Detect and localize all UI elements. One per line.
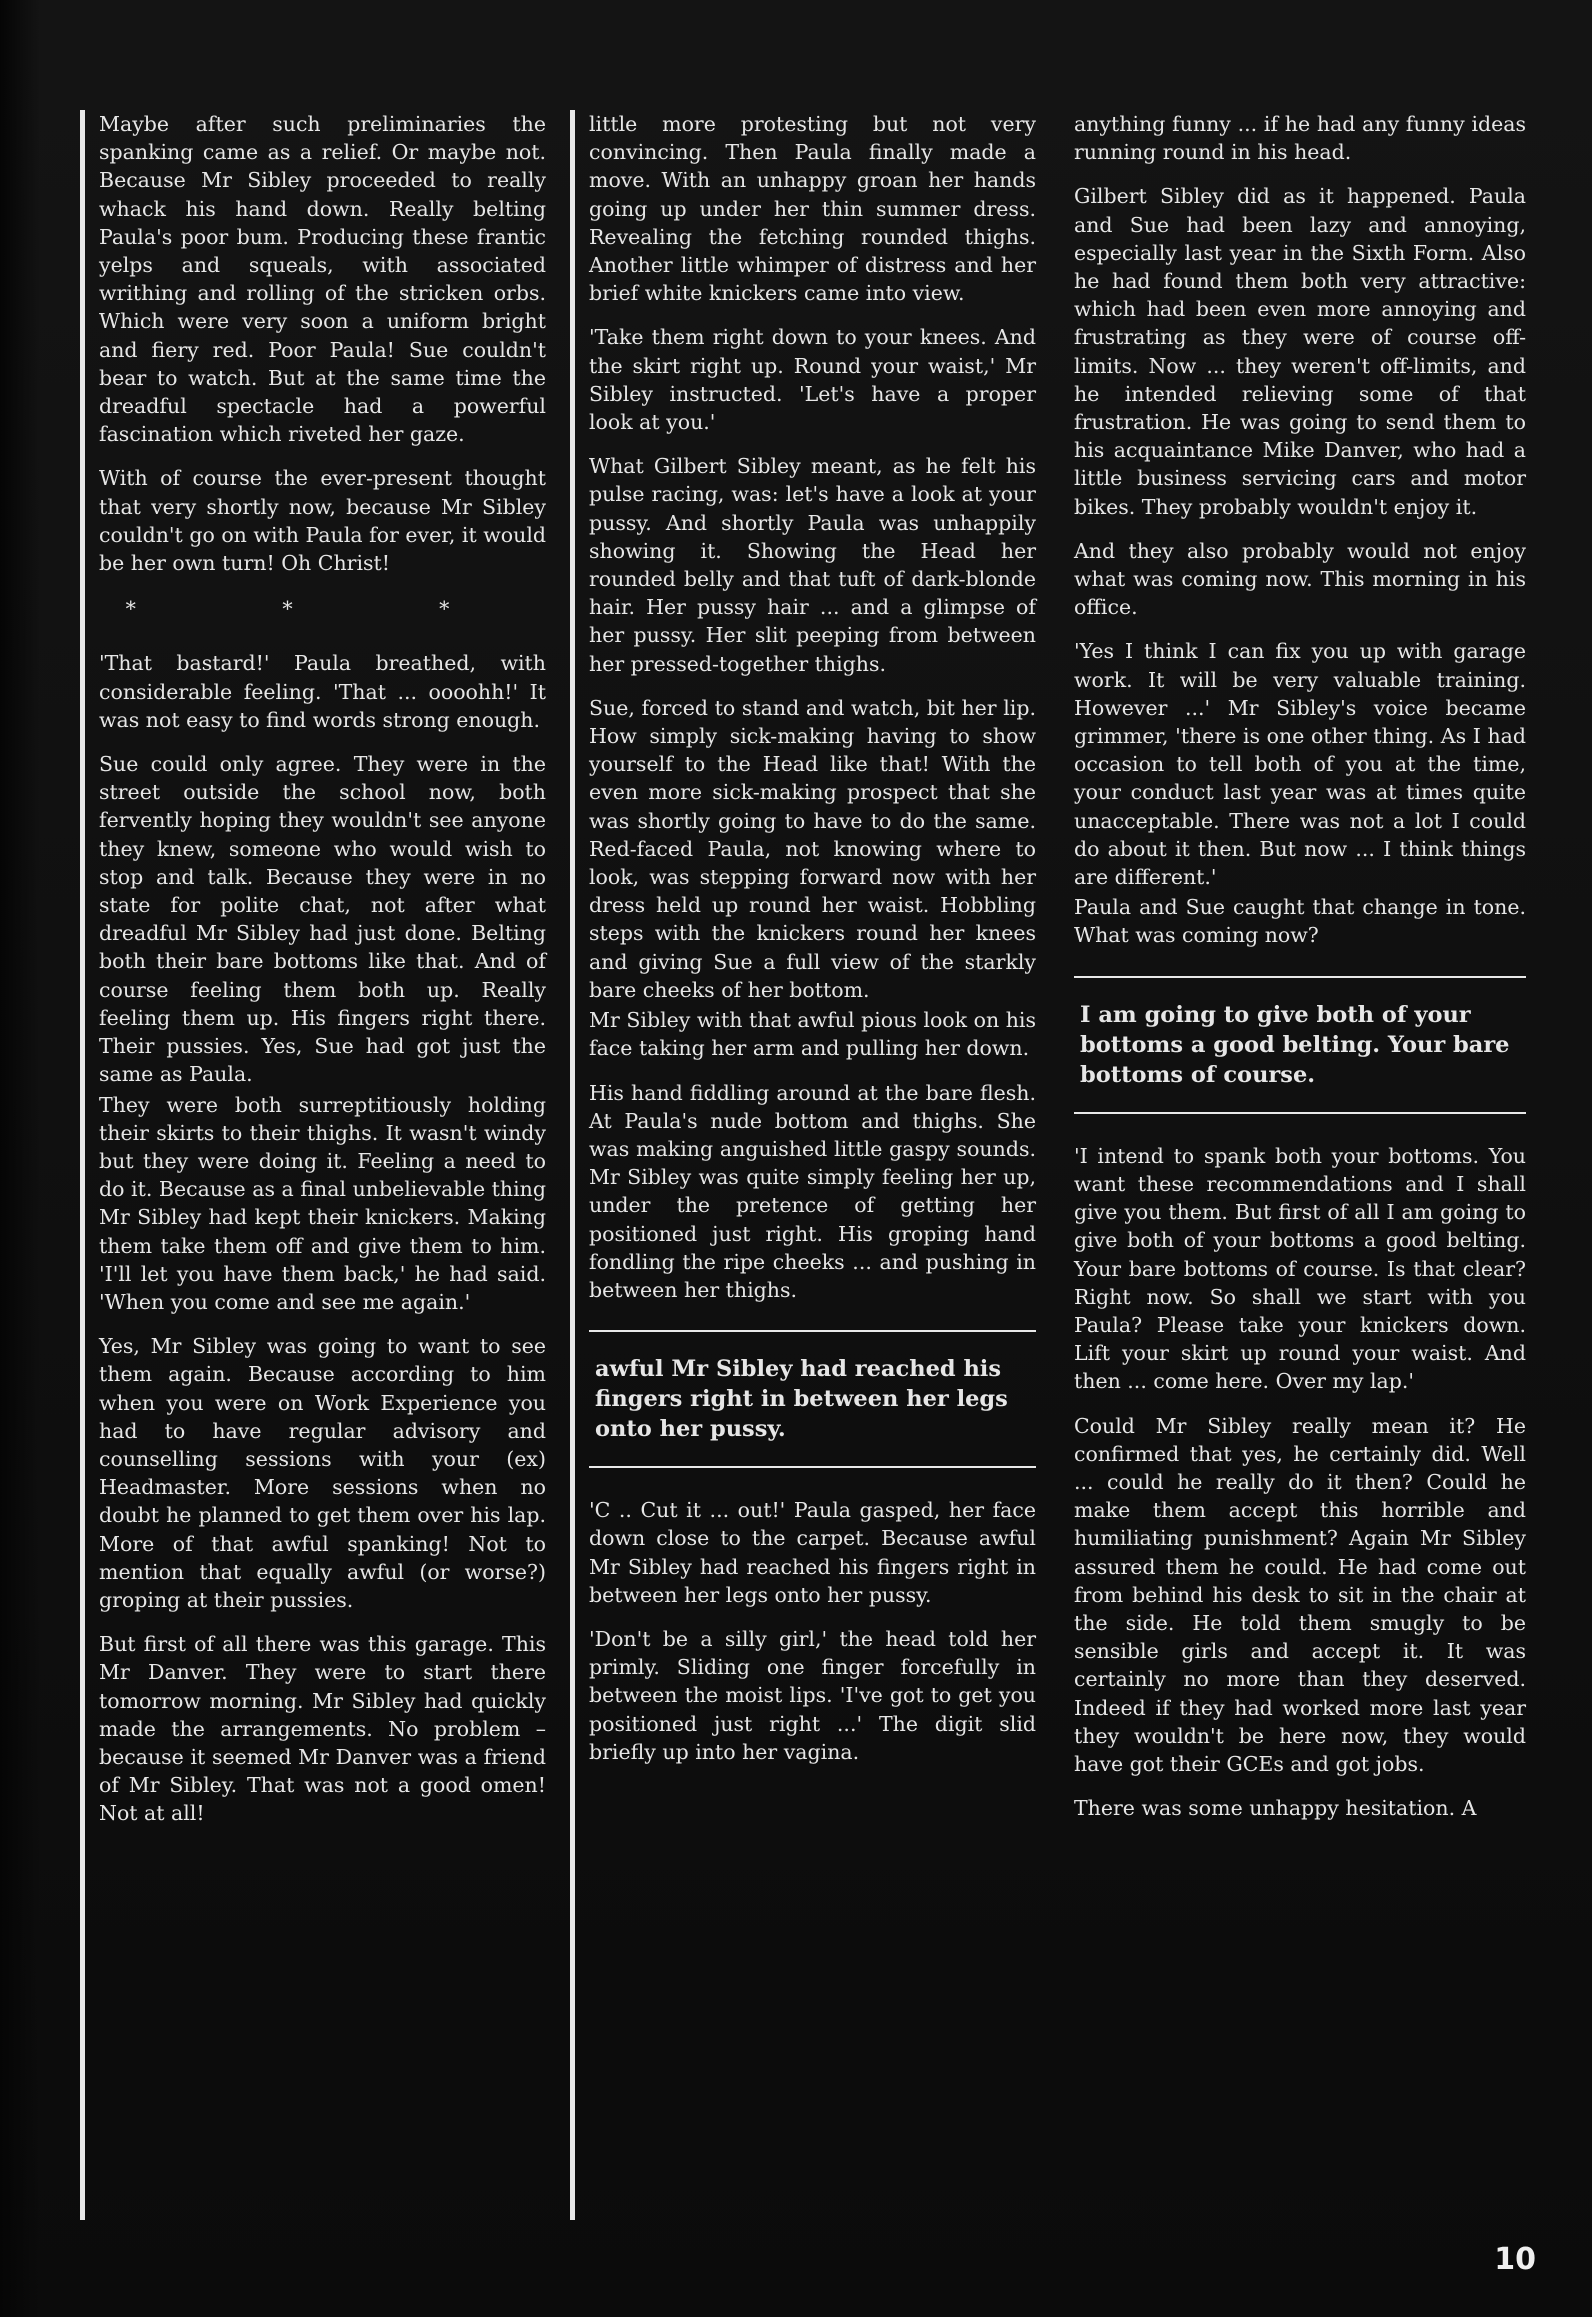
paragraph: Maybe after such preliminaries the spanking came as a relief. Or maybe not. Because Mr Sibley proceeded to really whack his hand down. Really belting Paula's poor bum. Producing these frantic yelps and squeals, with associated writhing and rolling of the stricken orbs. Which were very soon a uniform bright and fiery red. Poor Paula! Sue couldn't bear to watch. But at the same time the dreadful spectacle had a powerful fascination which riveted her gaze. [99, 112, 546, 447]
paragraph: Yes, Mr Sibley was going to want to see them again. Because according to him when you were on Work Experience you had to have regular advisory and counselling sessions with your (ex) Headmaster. More sessions when no doubt he planned to get them over his lap. More of that awful spanking! Not to mention that equally awful (or worse?) groping at their pussies. [99, 1334, 546, 1612]
binding-shadow [0, 0, 40, 2317]
paragraph: 'I intend to spank both your bottoms. You want these recommendations and I shall give you them. But first of all I am going to give both of your bottoms a good belting. Your bare bottoms of course. Is that clear? Right now. So shall we start with you Paula? Please take your knickers down. Lift your skirt up round your waist. And then ... come here. Over my lap.' [1074, 1143, 1526, 1394]
paragraph: Gilbert Sibley did as it happened. Paula and Sue had been lazy and annoying, especially last year in the Sixth Form. Also he had found them both very attractive: which had been even more annoying and frustrating as they were of course off-limits. Now ... they weren't off-limits, and he intended relieving some of that frustration. He was going to send them to his acquaintance Mike Danver, who had a little business servicing cars and motor bikes. They probably wouldn't enjoy it. [1074, 184, 1526, 519]
paragraph: What Gilbert Sibley meant, as he felt his pulse racing, was: let's have a look at your pussy. And shortly Paula was unhappily showing it. Showing the Head her rounded belly and that tuft of dark-blonde hair. Her pussy hair ... and a glimpse of her pussy. Her slit peeping from between her pressed-together thighs. [589, 454, 1036, 676]
column-2 [570, 110, 1050, 2220]
paragraph: Sue could only agree. They were in the street outside the school now, both fervently hoping they wouldn't see anyone they knew, someone who would wish to stop and talk. Because they were in no state for polite chat, not after what dreadful Mr Sibley had just done. Belting both their bare bottoms like that. And of course feeling them both up. Really feeling them up. His fingers right there. Their pussies. Yes, Sue had got just the same as Paula. [99, 752, 546, 1087]
paragraph: little more protesting but not very convincing. Then Paula finally made a move. With an unhappy groan her hands going up under her thin summer dress. Revealing the fetching rounded thighs. Another little whimper of distress and her brief white knickers came into view. [589, 112, 1036, 306]
paragraph: Paula and Sue caught that change in tone. What was coming now? [1074, 895, 1526, 948]
paragraph: Sue, forced to stand and watch, bit her lip. How simply sick-making having to show yourself to the Head like that! With the even more sick-making prospect that she was shortly going to have to do the same. Red-faced Paula, not knowing where to look, was stepping forward now with her dress held up round her waist. Hobbling steps with the knickers round her knees and giving Sue a full view of the starkly bare cheeks of her bottom. [589, 695, 1036, 1002]
paragraph: 'Take them right down to your knees. And the skirt right up. Round your waist,' Mr Sibley instructed. 'Let's have a proper look at you.' [589, 325, 1036, 435]
paragraph: anything funny ... if he had any funny ideas running round in his head. [1074, 112, 1526, 165]
paragraph: Mr Sibley with that awful pious look on his face taking her arm and pulling her down. [589, 1008, 1036, 1061]
pull-quote: awful Mr Sibley had reached his fingers right in between her legs onto her pussy. [589, 1330, 1036, 1468]
paragraph: 'Don't be a silly girl,' the head told her primly. Sliding one finger forcefully in between the moist lips. 'I've got to get you positioned just right ...' The digit slid briefly up into her vagina. [589, 1626, 1036, 1764]
paragraph: With of course the ever-present thought that very shortly now, because Mr Sibley couldn't go on with Paula for ever, it would be her own turn! Oh Christ! [99, 466, 546, 576]
paragraph: Could Mr Sibley really mean it? He confirmed that yes, he certainly did. Well ... could he really do it then? Could he make them accept this horrible and humiliating punishment? Again Mr Sibley assured them he could. He had come out from behind his desk to sit in the chair at the side. He told them smugly to be sensible girls and accept it. It was certainly no more than they deserved. Indeed if they had worked more last year they wouldn't be here now, they would have got their GCEs and got jobs. [1074, 1413, 1526, 1776]
section-break: * * * [125, 597, 520, 622]
paragraph: But first of all there was this garage. This Mr Danver. They were to start there tomorrow morning. Mr Sibley had quickly made the arrangements. No problem – because it seemed Mr Danver was a friend of Mr Sibley. That was not a good omen! Not at all! [99, 1632, 546, 1826]
paragraph: His hand fiddling around at the bare flesh. At Paula's nude bottom and thighs. She was making anguished little gaspy sounds. Mr Sibley was quite simply feeling her up, under the pretence of getting her positioned just right. His groping hand fondling the ripe cheeks ... and pushing in between her thighs. [589, 1080, 1036, 1302]
paragraph: 'C .. Cut it ... out!' Paula gasped, her face down close to the carpet. Because awful Mr Sibley had reached his fingers right in between her legs onto her pussy. [589, 1498, 1036, 1607]
paragraph: There was some unhappy hesitation. A [1074, 1796, 1477, 1821]
column-1 [1060, 110, 1540, 2220]
column-3 [80, 110, 560, 2220]
paragraph: And they also probably would not enjoy what was coming now. This morning in his office. [1074, 538, 1526, 620]
text-columns [80, 110, 1540, 2220]
paragraph: 'Yes I think I can fix you up with garage work. It will be very valuable training. However ...' Mr Sibley's voice became grimmer, 'there is one other thing. As I had occasion to tell both of you at the time, your conduct last year was at times quite unacceptable. There was not a lot I could do about it then. But now ... I think things are different.' [1074, 639, 1526, 890]
page-number: 10 [1494, 2242, 1536, 2277]
paragraph: 'That bastard!' Paula breathed, with considerable feeling. 'That ... oooohh!' It was not easy to find words strong enough. [99, 651, 546, 732]
pull-quote: I am going to give both of your bottoms a good belting. Your bare bottoms of course. [1074, 976, 1526, 1114]
paragraph: They were both surreptitiously holding their skirts to their thighs. It wasn't windy but they were doing it. Feeling a need to do it. Because as a final unbelievable thing Mr Sibley had kept their knickers. Making them take them off and give them to him. 'I'll let you have them back,' he had said. 'When you come and see me again.' [99, 1092, 546, 1314]
